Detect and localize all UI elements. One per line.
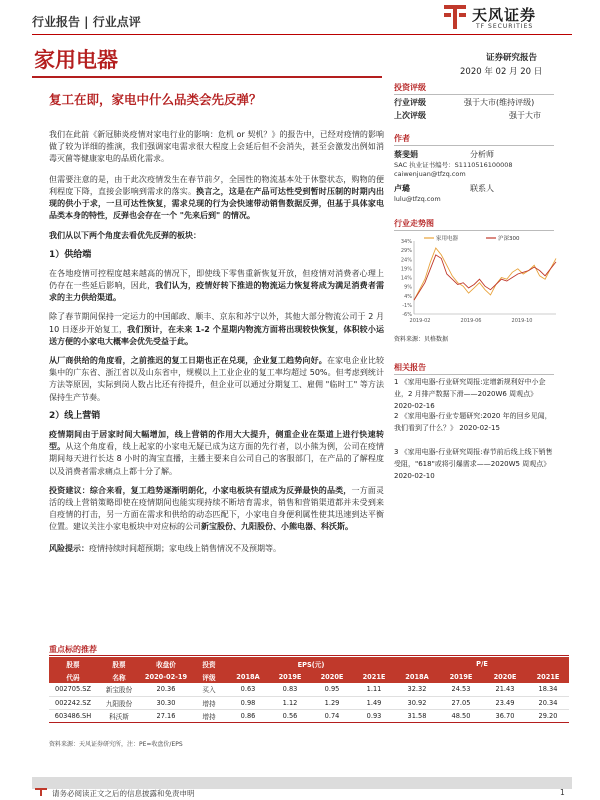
cell: 31.58 <box>407 711 427 720</box>
cell: 0.86 <box>240 711 256 720</box>
col-header: 2020E <box>483 670 527 683</box>
industry-title: 家用电器 <box>34 48 118 72</box>
cell: 1.49 <box>366 698 382 707</box>
cell: 30.92 <box>407 698 427 707</box>
y-tick-label: 9% <box>404 284 412 291</box>
prev-rating-label: 上次评级 <box>394 111 426 120</box>
y-tick-label: -6% <box>402 312 412 318</box>
cell: 48.50 <box>451 711 471 720</box>
y-tick-label: 24% <box>400 257 412 264</box>
cell: 29.20 <box>538 711 558 720</box>
x-tick-label: 2019-06 <box>460 318 482 324</box>
col-header: 2018A <box>227 670 269 683</box>
cell: 0.95 <box>324 685 340 694</box>
cell: 0.98 <box>240 698 256 707</box>
sidebar-divider <box>394 94 554 95</box>
series-line-2 <box>414 255 556 300</box>
paragraph-7: 疫情期间由于居家时间大幅增加，线上营销的作用大大提升，侧重企业在渠道上进行快速转型。从这个角度看，线上起家的小家电无疑已成为这方面的先行者，以小熊为例，公司在疫情期间每天进行长达 8 小时的淘宝直播，主播主要来自公司自己的客服部门，在产品的了解程度以及消费者需求痛点上都十分了解。 <box>49 430 385 476</box>
subheading-online: 2）线上营销 <box>49 410 101 421</box>
author1-email[interactable]: caiwenjuan@tfzq.com <box>394 170 466 178</box>
related-report-2[interactable]: 2 《家用电器-行业专题研究:2020 年的回乡见闻，我们看到了什么？》 2020-02-15 <box>394 412 552 432</box>
rating-section-title: 投资评级 <box>394 83 426 92</box>
col-header: 股票 <box>97 657 141 670</box>
tf-footer-logo-icon <box>34 787 48 797</box>
col-header: 2018A <box>395 670 439 683</box>
breadcrumb: 行业报告 | 行业点评 <box>32 15 141 29</box>
table-title: 重点标的推荐 <box>49 645 97 654</box>
page-number: 1 <box>560 788 565 797</box>
y-tick-label: 34% <box>400 239 412 245</box>
industry-trend-chart <box>394 233 562 328</box>
cell: 21.43 <box>495 685 515 694</box>
cell: 增持 <box>202 712 216 721</box>
author1-cert: SAC 执业证书编号：S1110516100008 <box>394 161 513 169</box>
cell: 36.70 <box>495 711 515 720</box>
table-title-divider <box>49 655 569 656</box>
header-divider <box>32 34 572 35</box>
author2-name: 卢璐 <box>394 184 410 193</box>
author2-role: 联系人 <box>470 184 494 193</box>
col-header: 名称 <box>97 670 141 683</box>
col-header-eps: EPS(元) <box>227 657 395 670</box>
author2-email[interactable]: lulu@tfzq.com <box>394 195 441 203</box>
legend-label: 沪深300 <box>498 236 520 242</box>
industry-rating-value: 强于大市(维持评级) <box>464 98 535 107</box>
legend-label: 家用电器 <box>436 236 459 242</box>
related-report-1[interactable]: 1 《家用电器-行业研究周报:定增新规利好中小企业，2 月排产数据下滑——2020W6 周观点》 2020-02-16 <box>394 378 546 410</box>
related-report-3[interactable]: 3 《家用电器-行业研究周报:春节前后线上线下销售受阻，"618"或将引爆需求——2020W5 周观点》 2020-02-10 <box>394 448 553 480</box>
y-tick-label: 29% <box>400 248 412 255</box>
headline: 复工在即，家电中什么品类会先反弹？ <box>49 92 262 107</box>
paragraph-6: 从厂商供给的角度看，之前推迟的复工日期也正在兑现，企业复工趋势向好。在家电企业比较集中的广东省、浙江省以及山东省中，规模以上工业企业的复工率均超过 50%。但考虑到统计方法等原因，实际到岗人数占比还有待提升，但企业可以通过分期复工、雇佣 "临时工" 等方法保持生产节奏。 <box>49 356 385 402</box>
cell: 买入 <box>202 686 216 695</box>
col-header: 投资 <box>191 657 227 670</box>
cell: 23.49 <box>495 698 515 707</box>
col-header: 2020E <box>311 670 353 683</box>
cell: 新宝股份 <box>105 686 133 695</box>
y-tick-label: -1% <box>402 302 412 309</box>
col-header-pe: P/E <box>395 657 569 670</box>
paragraph-3: 我们从以下两个角度去看优先反弹的板块： <box>49 231 201 241</box>
chart-source: 资料来源：贝格数据 <box>394 336 449 343</box>
cell: 32.32 <box>407 685 427 694</box>
author1-role: 分析师 <box>470 150 494 159</box>
table-header-row <box>49 670 569 683</box>
col-header: 2020-02-19 <box>141 670 191 683</box>
cell: 1.12 <box>282 698 298 707</box>
paragraph-4: 在各地疫情可控程度越来越高的情况下，即使线下零售重新恢复开放，但疫情对消费者心理上仍存在一些延后影响，因此，我们认为，疫情好转下推进的物流运力恢复将成为满足消费者需求的主力供给渠道。 <box>49 268 385 303</box>
cell: 18.34 <box>538 685 558 694</box>
author1-name: 蔡斐娟 <box>394 150 418 159</box>
cell: 24.53 <box>451 685 471 694</box>
tf-logo-icon <box>441 1 469 31</box>
col-header: 代码 <box>49 670 97 683</box>
table-source: 资料来源：天风证券研究所，注：PE=收盘价/EPS <box>49 741 183 748</box>
paragraph-intro: 我们在此前《新冠肺炎疫情对家电行业的影响：危机 or 契机？》的报告中，已经对疫情的影响做了较为详细的推演，我们强调家电需求很大程度上会延后但不会消失，甚至会激发出例如消毒灭菌等健康家电的品质化需求。 <box>49 130 384 164</box>
sidebar-divider <box>394 145 554 146</box>
col-header: 2021E <box>527 670 569 683</box>
y-tick-label: 14% <box>400 275 412 282</box>
cell: 1.11 <box>366 685 382 694</box>
cell: 九阳股份 <box>105 699 133 708</box>
paragraph-5: 除了春节期间保持一定运力的中国邮政、顺丰、京东和苏宁以外，其他大部分物流公司于 2 月 10 日逐步开始复工，我们预计，在未来 1-2 个星期内物流方面将出现较快恢复，体积较小运送方便的小家电大概率会优先受益于此。 <box>49 312 384 346</box>
report-date: 2020 年 02 月 20 日 <box>460 67 543 77</box>
cell: 0.93 <box>366 711 382 720</box>
col-header: 2019E <box>269 670 311 683</box>
sidebar-divider <box>394 230 554 231</box>
cell: 20.34 <box>538 698 558 707</box>
subheading-supply: 1）供给端 <box>49 249 92 260</box>
col-header: 2019E <box>439 670 483 683</box>
table-row <box>49 683 569 696</box>
title-divider <box>32 76 382 78</box>
col-header: 收盘价 <box>141 657 191 670</box>
cell: 0.83 <box>282 685 298 694</box>
table-row <box>49 709 569 722</box>
related-section-title: 相关报告 <box>394 363 426 372</box>
trend-section-title: 行业走势图 <box>394 219 434 228</box>
cell: 1.29 <box>324 698 340 707</box>
footer-disclaimer: 请务必阅读正文之后的信息披露和免责申明 <box>52 789 195 798</box>
table-row <box>49 696 569 709</box>
cell: 0.56 <box>282 711 298 720</box>
industry-rating-label: 行业评级 <box>394 98 426 107</box>
col-header: 评级 <box>191 670 227 683</box>
x-tick-label: 2019-10 <box>511 318 533 324</box>
cell: 603486.SH <box>54 711 92 720</box>
paragraph-investment: 投资建议：综合来看，复工趋势逐渐明朗化，小家电板块有望成为反弹最快的品类，一方面灵活的线上营销策略即使在疫情期间也能实现持续不断培育需求，销售和营销渠道都并未受到来自疫情的打击，另一方面在需求和供给的动态匹配下，小家电自身便利属性使其迅速到达平衡位置。建议关注小家电板块中对应标的公司新宝股份、九阳股份、小熊电器、科沃斯。 <box>49 485 385 532</box>
cell: 20.36 <box>156 685 176 694</box>
prev-rating-value: 强于大市 <box>509 111 541 120</box>
stock-table <box>49 657 569 723</box>
col-header: 股票 <box>49 657 97 670</box>
cell: 002705.SZ <box>55 685 91 694</box>
cell: 002242.SZ <box>55 698 91 707</box>
cell: 增持 <box>202 699 216 708</box>
cell: 0.74 <box>324 711 340 720</box>
cell: 科沃斯 <box>109 712 129 721</box>
table-header-row <box>49 657 569 670</box>
cell: 0.63 <box>240 685 256 694</box>
x-tick-label: 2019-02 <box>409 318 431 324</box>
body-text <box>49 129 384 555</box>
cell: 30.30 <box>156 698 176 707</box>
y-tick-label: 4% <box>404 293 412 300</box>
y-tick-label: 19% <box>400 266 412 273</box>
sidebar-divider <box>394 374 554 375</box>
col-header: 2021E <box>353 670 395 683</box>
report-type: 证券研究报告 <box>486 53 538 63</box>
paragraph-risk: 风险提示：疫情持续时间超预期；家电线上销售情况不及预期等。 <box>49 543 281 553</box>
paragraph-2: 但需要注意的是，由于此次疫情发生在春节前夕，全国性的物流基本处于休整状态，购物的便利程度下降，直接会影响到需求的落实。换言之，这是在产品可达性受到暂时压制的时期内出现的供小于求，一旦可达性恢复，需求兑现的行为会快速带动销售数据反弹，但基于具体家电品类本身的特性，反弹也会存在一个 "先来后到" 的情况。 <box>49 174 385 221</box>
author-section-title: 作者 <box>394 134 410 143</box>
cell: 27.05 <box>451 698 471 707</box>
logo-cn: 天风证券 <box>472 6 537 24</box>
cell: 27.16 <box>156 711 176 720</box>
logo-en: TF SECURITIES <box>476 23 534 30</box>
